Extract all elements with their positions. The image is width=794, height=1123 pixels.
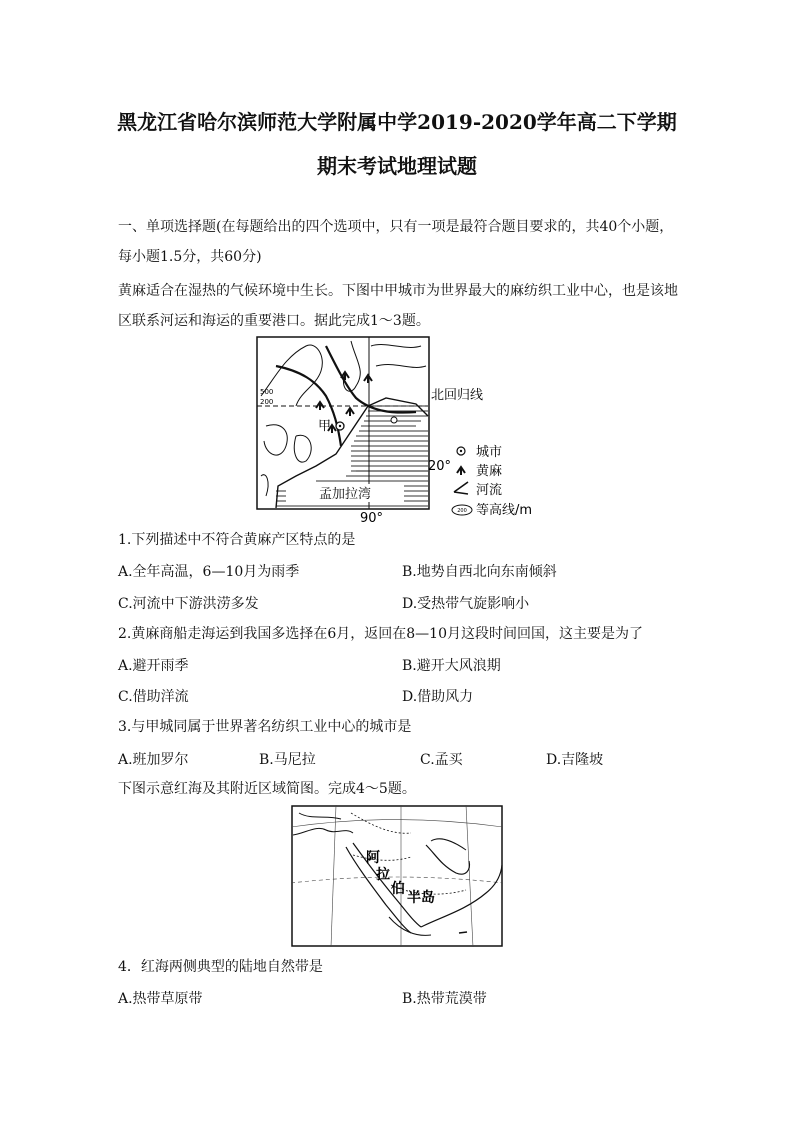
doc-title-line1: 黑龙江省哈尔滨师范大学附属中学2019-2020学年高二下学期 xyxy=(117,110,677,134)
lat-20-label: 20° xyxy=(428,459,452,474)
q3-option-c: C.孟买 xyxy=(420,752,463,768)
map-legend xyxy=(452,445,532,518)
contour-500-label: 500 xyxy=(260,388,274,396)
river-icon xyxy=(454,482,468,494)
legend-city: 城市 xyxy=(476,445,503,460)
intro2-line1: 下图示意红海及其附近区域简图。完成4～5题。 xyxy=(118,781,416,797)
legend-river: 河流 xyxy=(476,483,503,498)
intro1-line1: 黄麻适合在湿热的气候环境中生长。下图中甲城市为世界最大的麻纺织工业中心，也是该地 xyxy=(118,283,678,299)
q3-option-b: B.马尼拉 xyxy=(259,752,316,768)
city-jia-label: 甲 xyxy=(318,419,332,434)
label-la: 拉 xyxy=(376,867,390,883)
bay-label: 孟加拉湾 xyxy=(318,487,372,502)
q1-stem: 1.下列描述中不符合黄麻产区特点的是 xyxy=(118,532,356,548)
legend-jute: 黄麻 xyxy=(476,464,503,479)
q1-option-d: D.受热带气旋影响小 xyxy=(402,596,530,612)
q1-option-b: B.地势自西北向东南倾斜 xyxy=(402,564,557,580)
jute-icon xyxy=(457,467,465,475)
q2-stem: 2.黄麻商船走海运到我国多选择在6月，返回在8—10月这段时间回国，这主要是为了 xyxy=(118,626,643,642)
legend-contour: 等高线/m xyxy=(476,503,533,518)
section-heading-line2: 每小题1.5分，共60分) xyxy=(118,249,262,265)
q4-stem: 4．红海两侧典型的陆地自然带是 xyxy=(118,959,323,975)
intro1-line2: 区联系河运和海运的重要港口。据此完成1～3题。 xyxy=(118,313,430,329)
tropic-label: 北回归线 xyxy=(431,388,484,403)
red-sea-map xyxy=(291,805,503,947)
q2-option-d: D.借助风力 xyxy=(402,689,474,705)
label-a: 阿 xyxy=(366,850,380,866)
q1-option-a: A.全年高温，6—10月为雨季 xyxy=(118,564,300,580)
q4-option-a: A.热带草原带 xyxy=(118,991,203,1007)
q4-option-b: B.热带荒漠带 xyxy=(402,991,487,1007)
q1-option-c: C.河流中下游洪涝多发 xyxy=(118,596,259,612)
q3-option-a: A.班加罗尔 xyxy=(118,752,189,768)
q3-stem: 3.与甲城同属于世界著名纺织工业中心的城市是 xyxy=(118,719,412,735)
label-bo: 伯 xyxy=(391,881,405,897)
label-peninsula: 半岛 xyxy=(407,890,435,906)
section-heading-line1: 一、单项选择题(在每题给出的四个选项中，只有一项是最符合题目要求的，共40个小题， xyxy=(118,219,674,235)
jute-region-map xyxy=(256,336,556,526)
q2-option-c: C.借助洋流 xyxy=(118,689,189,705)
doc-title-line2: 期末考试地理试题 xyxy=(317,154,477,178)
contour-200-label: 200 xyxy=(260,398,274,406)
lon-90-label: 90° xyxy=(360,511,384,526)
legend-contour-sample: 200 xyxy=(457,508,467,514)
q2-option-b: B.避开大风浪期 xyxy=(402,658,501,674)
q2-option-a: A.避开雨季 xyxy=(118,658,189,674)
q3-option-d: D.吉隆坡 xyxy=(546,752,604,768)
